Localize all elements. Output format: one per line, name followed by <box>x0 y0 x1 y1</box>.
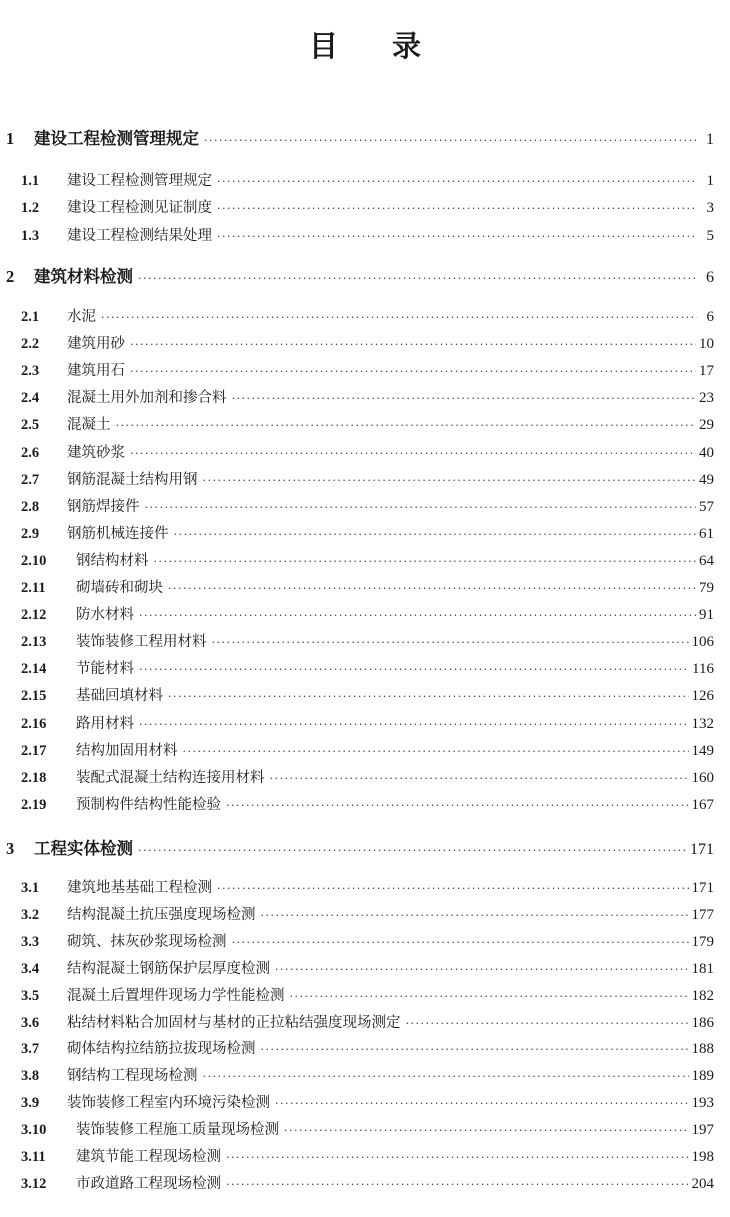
dot-leader <box>168 576 696 602</box>
section-title: 结构混凝土钢筋保护层厚度检测 <box>67 960 270 977</box>
section-title: 钢筋机械连接件 <box>67 525 169 542</box>
section-title: 建筑用砂 <box>67 336 125 353</box>
section-title: 装饰装修工程用材料 <box>76 634 207 651</box>
section-number: 2.16 <box>21 715 47 732</box>
toc-section-row[interactable] <box>21 983 714 1009</box>
section-title: 装饰装修工程施工质量现场检测 <box>76 1122 279 1139</box>
page-number: 57 <box>699 498 714 515</box>
page-number: 64 <box>699 552 714 569</box>
section-number: 3.12 <box>21 1175 47 1192</box>
section-title: 钢筋焊接件 <box>67 498 140 515</box>
page-number: 177 <box>691 906 714 923</box>
section-title: 建筑用石 <box>67 363 125 380</box>
section-number: 3.7 <box>21 1041 40 1058</box>
toc-section-row[interactable] <box>21 765 714 791</box>
page-number: 6 <box>706 269 714 286</box>
chapter-number: 3 <box>6 839 15 858</box>
dot-leader <box>130 332 696 358</box>
section-number: 3.10 <box>21 1122 47 1139</box>
section-number: 3.1 <box>21 880 40 896</box>
toc-section-row[interactable] <box>21 1090 714 1116</box>
section-number: 3.4 <box>21 960 40 977</box>
section-number: 2.3 <box>21 363 40 380</box>
dot-leader <box>138 838 687 864</box>
dot-leader <box>168 684 689 710</box>
toc-section-row[interactable] <box>21 656 714 682</box>
dot-leader <box>130 441 696 467</box>
page-number: 171 <box>691 880 714 896</box>
section-title: 基础回填材料 <box>76 688 163 705</box>
toc-section-row[interactable] <box>21 304 714 330</box>
dot-leader <box>203 468 697 494</box>
page-title: 目 录 <box>308 29 444 63</box>
page-number: 23 <box>699 390 714 407</box>
dot-leader <box>270 766 689 792</box>
toc-section-row[interactable] <box>21 1144 714 1170</box>
section-title: 结构加固用材料 <box>76 742 178 759</box>
chapter-title: 建设工程检测管理规定 <box>34 129 199 148</box>
section-title: 混凝土 <box>67 417 111 434</box>
section-title: 混凝土后置埋件现场力学性能检测 <box>67 987 285 1004</box>
page-number: 179 <box>691 933 714 950</box>
section-number: 2.10 <box>21 552 47 569</box>
chapter-title: 工程实体检测 <box>34 839 133 858</box>
section-title: 市政道路工程现场检测 <box>76 1175 221 1192</box>
chapter-number: 1 <box>6 129 15 148</box>
page-number: 40 <box>699 444 714 461</box>
toc-section-row[interactable] <box>21 168 714 194</box>
page-number: 61 <box>699 525 714 542</box>
dot-leader <box>183 739 689 765</box>
page-number: 17 <box>699 363 714 380</box>
toc-section-row[interactable] <box>21 629 714 655</box>
toc-section-row[interactable] <box>21 1036 714 1062</box>
page-number: 1 <box>706 173 714 189</box>
dot-leader <box>138 266 697 292</box>
toc-chapter-row[interactable] <box>6 264 714 290</box>
toc-section-row[interactable] <box>21 683 714 709</box>
page-number: 193 <box>691 1095 714 1112</box>
page-number: 5 <box>706 227 714 244</box>
toc-section-row[interactable] <box>21 521 714 547</box>
section-title: 建设工程检测见证制度 <box>67 200 212 217</box>
toc-section-row[interactable] <box>21 331 714 357</box>
page-number: 188 <box>691 1041 714 1058</box>
section-title: 砌体结构拉结筋拉拔现场检测 <box>67 1041 256 1058</box>
chapter-title: 建筑材料检测 <box>34 267 133 286</box>
toc-section-row[interactable] <box>21 412 714 438</box>
page-number: 132 <box>691 715 714 732</box>
section-title: 钢结构材料 <box>76 552 149 569</box>
section-title: 钢筋混凝土结构用钢 <box>67 471 198 488</box>
page-number: 116 <box>692 661 714 678</box>
toc-chapter-row[interactable] <box>6 836 714 862</box>
page-number: 160 <box>691 769 714 786</box>
page-number: 91 <box>699 607 714 624</box>
toc-section-row[interactable] <box>21 902 714 928</box>
section-number: 3.11 <box>21 1149 46 1165</box>
section-number: 3.9 <box>21 1095 40 1112</box>
toc-section-row[interactable] <box>21 711 714 737</box>
dot-leader <box>217 876 689 902</box>
section-number: 2.4 <box>21 390 40 407</box>
page-number: 189 <box>691 1068 714 1085</box>
dot-leader <box>174 522 697 548</box>
page-number: 1 <box>706 131 714 148</box>
section-number: 2.11 <box>21 580 46 596</box>
page-number: 126 <box>691 688 714 705</box>
section-number: 2.6 <box>21 444 40 461</box>
toc-section-row[interactable] <box>21 956 714 982</box>
page-number: 10 <box>699 336 714 353</box>
section-number: 2.17 <box>21 742 47 759</box>
section-number: 1.1 <box>21 173 40 189</box>
dot-leader <box>261 1037 689 1063</box>
page-number: 197 <box>691 1122 714 1139</box>
section-title: 粘结材料粘合加固材与基材的正拉粘结强度现场测定 <box>67 1014 401 1031</box>
page-number: 29 <box>699 417 714 434</box>
toc-section-row[interactable] <box>21 929 714 955</box>
section-number: 3.5 <box>21 987 40 1004</box>
section-number: 2.15 <box>21 688 47 705</box>
page-number: 167 <box>691 796 714 813</box>
dot-leader <box>261 903 689 929</box>
section-number: 2.5 <box>21 417 40 434</box>
section-number: 2.13 <box>21 634 47 651</box>
dot-leader <box>203 1064 689 1090</box>
page-number: 198 <box>691 1149 714 1165</box>
toc-section-row[interactable] <box>21 602 714 628</box>
dot-leader <box>204 128 697 154</box>
section-title: 装饰装修工程室内环境污染检测 <box>67 1095 270 1112</box>
section-title: 建设工程检测结果处理 <box>67 227 212 244</box>
section-title: 建设工程检测管理规定 <box>67 173 212 189</box>
section-number: 2.19 <box>21 796 47 813</box>
dot-leader <box>139 712 689 738</box>
toc-section-row[interactable] <box>21 1117 714 1143</box>
toc-section-row[interactable] <box>21 385 714 411</box>
dot-leader <box>217 224 697 250</box>
section-title: 防水材料 <box>76 607 134 624</box>
section-number: 3.2 <box>21 906 40 923</box>
dot-leader <box>232 930 689 956</box>
toc-section-row[interactable] <box>21 1171 714 1197</box>
section-number: 2.1 <box>21 309 40 325</box>
dot-leader <box>226 793 689 819</box>
section-number: 1.2 <box>21 200 40 217</box>
section-number: 2.9 <box>21 525 40 542</box>
toc-section-row[interactable] <box>21 358 714 384</box>
section-number: 2.18 <box>21 769 47 786</box>
toc-chapter-row[interactable] <box>6 126 714 152</box>
page-number: 3 <box>706 200 714 217</box>
dot-leader <box>290 984 689 1010</box>
section-number: 2.2 <box>21 336 40 353</box>
page-number: 106 <box>691 634 714 651</box>
section-title: 砌筑、抹灰砂浆现场检测 <box>67 933 227 950</box>
dot-leader <box>139 657 689 683</box>
dot-leader <box>154 549 697 575</box>
dot-leader <box>226 1172 689 1198</box>
section-title: 建筑砂浆 <box>67 444 125 461</box>
section-title: 钢结构工程现场检测 <box>67 1068 198 1085</box>
dot-leader <box>217 169 697 195</box>
section-number: 2.14 <box>21 661 47 678</box>
dot-leader <box>232 386 697 412</box>
toc-section-row[interactable] <box>21 875 714 901</box>
dot-leader <box>212 630 689 656</box>
section-number: 1.3 <box>21 227 40 244</box>
toc-section-row[interactable] <box>21 440 714 466</box>
dot-leader <box>275 957 689 983</box>
dot-leader <box>217 196 697 222</box>
section-number: 2.7 <box>21 471 40 488</box>
section-number: 3.8 <box>21 1068 40 1085</box>
section-title: 建筑节能工程现场检测 <box>76 1149 221 1165</box>
dot-leader <box>406 1011 689 1037</box>
section-number: 3.6 <box>21 1014 40 1031</box>
toc-section-row[interactable] <box>21 738 714 764</box>
section-title: 水泥 <box>67 309 96 325</box>
dot-leader <box>116 413 697 439</box>
page-number: 149 <box>691 742 714 759</box>
section-title: 装配式混凝土结构连接用材料 <box>76 769 265 786</box>
toc-section-row[interactable] <box>21 1063 714 1089</box>
section-title: 混凝土用外加剂和掺合料 <box>67 390 227 407</box>
section-title: 路用材料 <box>76 715 134 732</box>
toc-section-row[interactable] <box>21 195 714 221</box>
toc-section-row[interactable] <box>21 223 714 249</box>
dot-leader <box>284 1118 689 1144</box>
section-title: 节能材料 <box>76 661 134 678</box>
section-title: 建筑地基基础工程检测 <box>67 880 212 896</box>
section-number: 2.8 <box>21 498 40 515</box>
dot-leader <box>226 1145 689 1171</box>
page-number: 186 <box>691 1014 714 1031</box>
section-number: 2.12 <box>21 607 47 624</box>
dot-leader <box>145 495 697 521</box>
page-number: 171 <box>690 841 714 858</box>
page-number: 204 <box>691 1175 714 1192</box>
section-title: 预制构件结构性能检验 <box>76 796 221 813</box>
dot-leader <box>130 359 696 385</box>
toc-section-row[interactable] <box>21 575 714 601</box>
dot-leader <box>275 1091 689 1117</box>
page-number: 181 <box>691 960 714 977</box>
dot-leader <box>101 305 697 331</box>
toc-section-row[interactable] <box>21 792 714 818</box>
section-title: 结构混凝土抗压强度现场检测 <box>67 906 256 923</box>
toc-section-row[interactable] <box>21 467 714 493</box>
dot-leader <box>139 603 696 629</box>
page-number: 49 <box>699 471 714 488</box>
page-number: 182 <box>691 987 714 1004</box>
page-number: 6 <box>706 309 714 325</box>
toc-section-row[interactable] <box>21 494 714 520</box>
page-number: 79 <box>699 580 714 596</box>
section-number: 3.3 <box>21 933 40 950</box>
toc-section-row[interactable] <box>21 1010 714 1036</box>
chapter-number: 2 <box>6 267 15 286</box>
section-title: 砌墙砖和砌块 <box>76 580 163 596</box>
toc-section-row[interactable] <box>21 548 714 574</box>
